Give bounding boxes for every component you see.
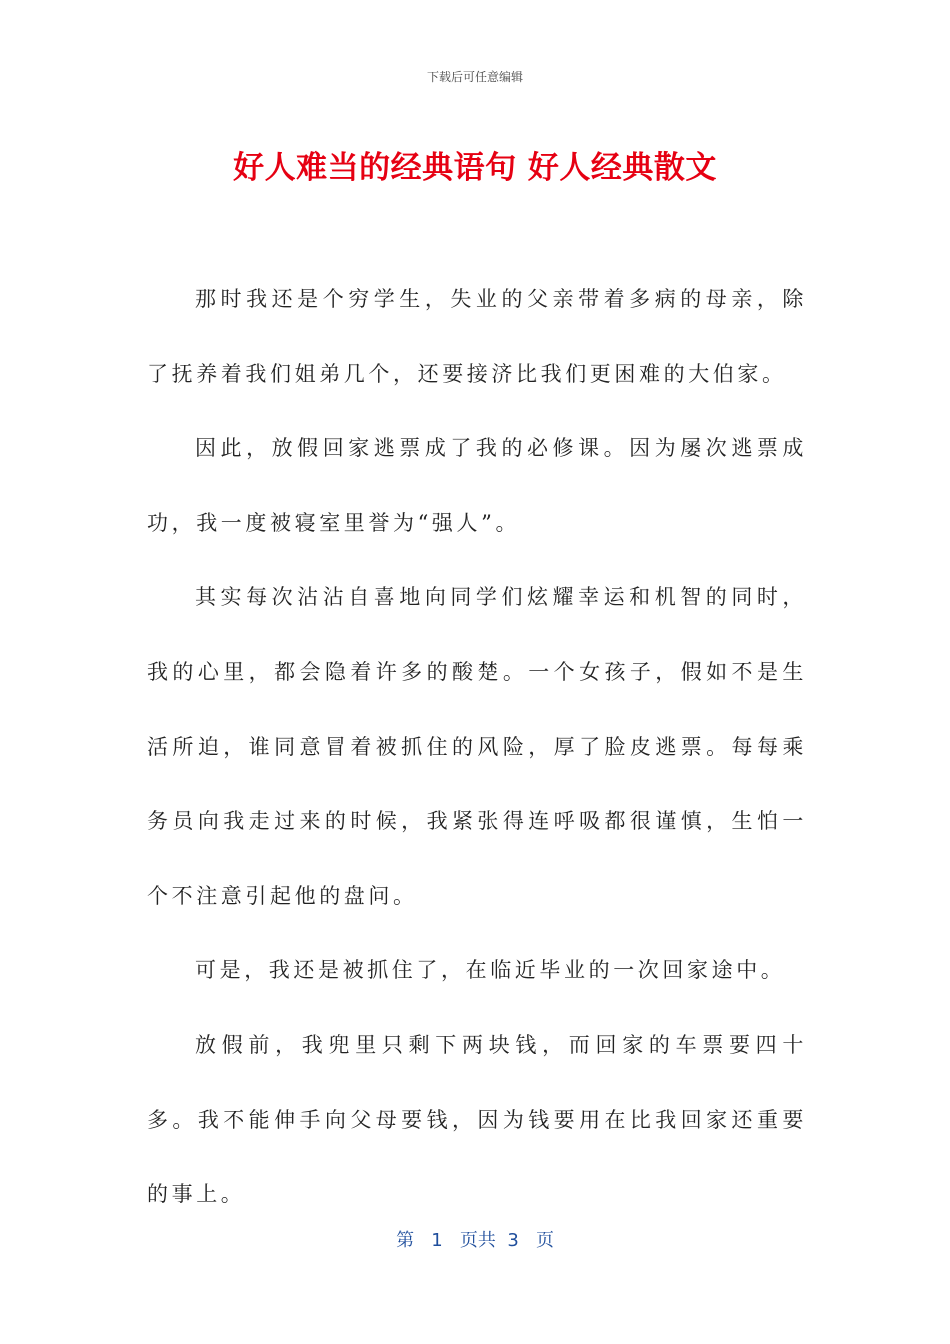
footer-suffix: 页 [535,1230,554,1251]
footer-prefix: 第 [396,1230,415,1251]
paragraph-5: 放假前，我兜里只剩下两块钱，而回家的车票要四十多。我不能伸手向父母要钱，因为钱要用在比我回家还重要的事上。 [147,1032,807,1207]
paragraph-1: 那时我还是个穷学生，失业的父亲带着多病的母亲，除了抚养着我们姐弟几个，还要接济比我们更困难的大伯家。 [147,287,807,386]
paragraph-2: 因此，放假回家逃票成了我的必修课。因为屡次逃票成功，我一度被寝室里誉为“强人”。 [147,436,807,535]
document-body [147,262,807,1232]
footer-total-pages: 3 [507,1230,519,1251]
document-title: 好人难当的经典语句 好人经典散文 [233,150,717,186]
footer-middle: 页共 [459,1230,496,1251]
paragraph-4: 可是，我还是被抓住了，在临近毕业的一次回家途中。 [195,958,786,983]
footer-current-page: 1 [431,1230,443,1251]
page-footer [0,1226,950,1252]
paragraph-3: 其实每次沾沾自喜地向同学们炫耀幸运和机智的同时，我的心里，都会隐着许多的酸楚。一个女孩子，假如不是生活所迫，谁同意冒着被抓住的风险，厚了脸皮逃票。每每乘务员向我走过来的时候，我紧张得连呼吸都很谨慎，生怕一个不注意引起他的盘问。 [147,585,807,908]
page-header-note: 下载后可任意编辑 [426,70,523,84]
